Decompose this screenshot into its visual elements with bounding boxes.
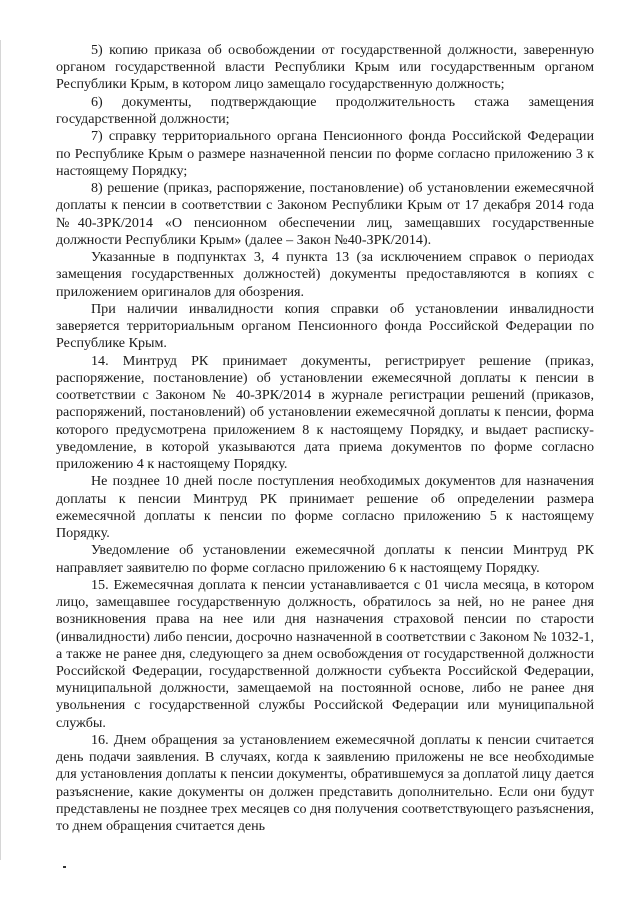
- paragraph-decision-deadline: Не позднее 10 дней после поступления необходимых документов для назначения доплаты к пенсии Минтруд РК принимает решение об определении размера ежемесячной доплаты к пенсии по форме согласно приложению 5 к настоящему Порядку.: [56, 473, 594, 541]
- scan-dot-mark: [63, 866, 66, 868]
- paragraph-section-15: 15. Ежемесячная доплата к пенсии устанавливается с 01 числа месяца, в котором лицо, замещавшее государственную должность, обратилось за ней, но не ранее дня возникновения права на нее или дня назначения страховой пенсии по старости (инвалидности) либо пенсии, досрочно назначенной в соответствии с Законом № 1032-1, а также не ранее дня, следующего за днем освобождения от государственной должности Российской Федерации, государственной должности субъекта Российской Федерации, муниципальной должности, замещаемой на постоянной основе, либо не ранее дня увольнения с государственной службы Российской Федерации или муниципальной службы.: [56, 576, 594, 731]
- paragraph-item-6: 6) документы, подтверждающие продолжительность стажа замещения государственной должности;: [56, 93, 594, 127]
- scan-edge-shadow: [0, 40, 1, 860]
- paragraph-section-16: 16. Днем обращения за установлением ежемесячной доплаты к пенсии считается день подачи заявления. В случаях, когда к заявлению приложены не все необходимые для установления доплаты к пенсии документы, обратившемуся за доплатой лицу дается разъяснение, какие документы он должен представить дополнительно. Если они будут представлены не позднее трех месяцев со дня получения соответствующего разъяснения, то днем обращения считается день: [56, 732, 594, 835]
- document-body: [56, 42, 594, 835]
- paragraph-disability-note: При наличии инвалидности копия справки об установлении инвалидности заверяется территориальным органом Пенсионного фонда Российской Федерации по Республике Крым.: [56, 300, 594, 352]
- paragraph-item-7: 7) справку территориального органа Пенсионного фонда Российской Федерации по Республике Крым о размере назначенной пенсии по форме согласно приложению 3 к настоящему Порядку;: [56, 128, 594, 179]
- paragraph-notification: Уведомление об установлении ежемесячной доплаты к пенсии Минтруд РК направляет заявителю по форме согласно приложению 6 к настоящему Порядку.: [56, 542, 594, 576]
- paragraph-item-5: 5) копию приказа об освобождении от государственной должности, заверенную органом государственной власти Республики Крым или государственным органом Республики Крым, в котором лицо замещало государственную должность;: [56, 42, 594, 93]
- paragraph-copies-note: Указанные в подпунктах 3, 4 пункта 13 (за исключением справок о периодах замещения государственных должностей) документы предоставляются в копиях с приложением оригиналов для обозрения.: [56, 249, 594, 300]
- paragraph-section-14: 14. Минтруд РК принимает документы, регистрирует решение (приказ, распоряжение, постановление) об установлении ежемесячной доплаты к пенсии в соответствии с Законом № 40-ЗРК/2014 в журнале регистрации решений (приказов, распоряжений, постановлений) об установлении ежемесячной доплаты к пенсии, форма которого предусмотрена приложением 8 к настоящему Порядку, и выдает расписку-уведомление, в которой указываются дата приема документов по форме согласно приложению 4 к настоящему Порядку.: [56, 352, 594, 472]
- paragraph-item-8: 8) решение (приказ, распоряжение, постановление) об установлении ежемесячной доплаты к пенсии в соответствии с Законом Республики Крым от 17 декабря 2014 года №40-ЗРК/2014 «О пенсионном обеспечении лиц, замещавших государственные должности Республики Крым» (далее – Закон №40-ЗРК/2014).: [56, 180, 594, 248]
